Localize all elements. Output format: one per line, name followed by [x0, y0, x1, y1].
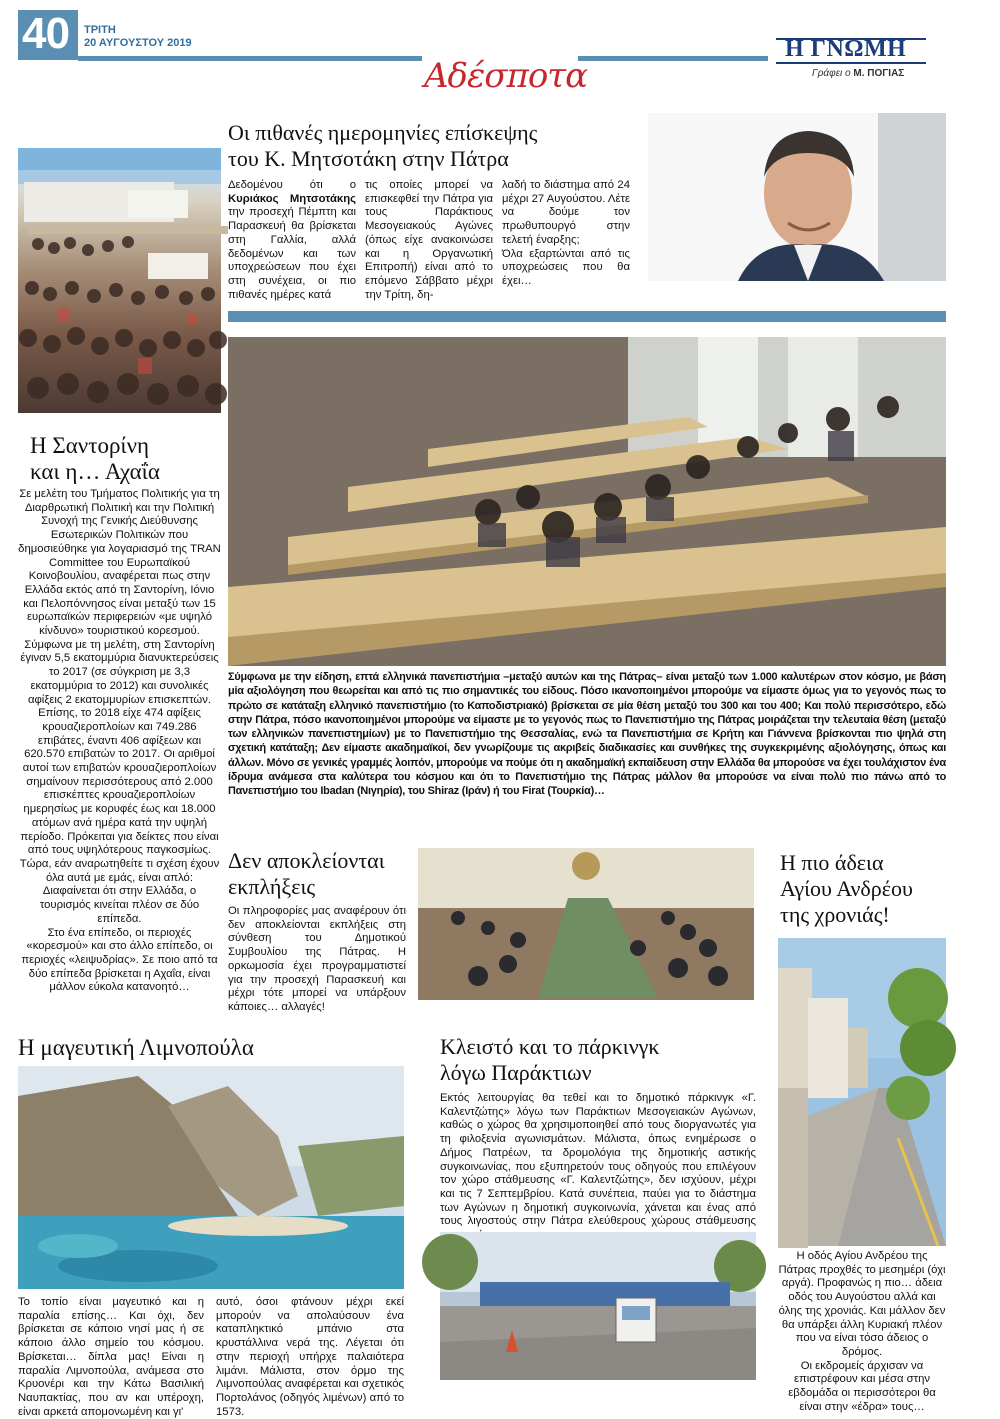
mitsotakis-col-2: τις οποίες μπορεί να επισκεφθεί την Πάτρα για τους Παράκτιους Μεσογειακούς Αγώνες (όπως είχε ανακοινώσει και η Οργανωτική Επιτροπή) είναι από το επόμενο Σάββατο μέχρι την Τρίτη, δη- — [365, 179, 493, 301]
mitsotakis-col-3a: λαδή το διάστημα από 24 μέχρι 27 Αυγούστου. Λέτε να δούμε τον πρωθυπουργό στην τελετή έναρξης; — [502, 179, 630, 246]
council-title-1: Δεν αποκλείονται — [228, 848, 385, 873]
university-photo — [228, 337, 946, 666]
header-rule-right — [578, 56, 768, 61]
agiou-body — [778, 1250, 946, 1414]
parking-photo — [440, 1232, 756, 1380]
mitsotakis-col-3b: Όλα εξαρτώνται από τις υποχρεώσεις που θα έχει… — [502, 247, 630, 287]
santorini-body-1: Σε μελέτη του Τμήματος Πολιτικής για τη Διαρθρωτική Πολιτική και την Πολιτική Συνοχή της Γενικής Διεύθυνσης Εσωτερικών Πολιτικών που δημοσιεύθηκε για λογαριασμό της TRAN Committee του Ευρωπαϊκού Κοινοβουλίου, αναφέρεται πως στην Ελλάδα εκτός από τη Σαντορίνη, Ιόνιο και Πελοπόννησος είναι μεταξύ των 15 ευρωπαϊκών περιφερειών «με υψηλό κίνδυνο» τουριστικού κορεσμού. Σύμφωνα με τη μελέτη, στη Σαντορίνη έγιναν 5,5 εκατομμύρια διανυκτερεύσεις το 2017 (σε σύγκριση με 3,3 εκατομμύρια το 2012) και συνολικές αφίξεις 2 εκατομμυρίων επισκεπτών. Επίσης, το 2018 είχε 474 αφίξεις κρουαζιεροπλοίων και 749.286 επιβάτες, έναντι 406 αφίξεων και 620.570 επιβατών το 2017. Οι αριθμοί αυτοί των επιβατών κρουαζιεροπλοίων σημαίνουν περισσότερους από 2.000 επισκέπτες κρουαζιεροπλοίων ημερησίως με κορυφές έως και 18.000 ατόμων ανά ημέρα κατά την υψηλή περίοδο. Πρόκειται για δείκτες που είναι από τους υψηλότερους παγκοσμίως. Τώρα, εάν αναρωτηθείτε τι σχέση έχουν όλα αυτά με εμάς, είναι απλό: Διαφαίνεται ότι στην Ελλάδα, ο τουρισμός κινείται πλέον σε δύο επίπεδα. — [18, 488, 221, 925]
mitsotakis-title-1: Οι πιθανές ημερομηνίες επίσκεψης — [228, 120, 538, 145]
issue-date: 20 ΑΥΓΟΥΣΤΟΥ 2019 — [84, 37, 192, 49]
author-prefix: Γράφει ο — [812, 68, 851, 79]
author-name: Μ. ΠΟΓΙΑΣ — [853, 68, 905, 79]
council-title-2: εκπλήξεις — [228, 874, 316, 899]
agiou-body-1: Η οδός Αγίου Ανδρέου της Πάτρας προχθές το μεσημέρι (όχι αργά). Προφανώς η πιο… άδεια οδός του Αυγούστου αλλά και όλης της χρονιάς. Και μάλλον δεν θα υπάρξει άλλη Κυριακή πλέον που να είναι τόσο άδειος ο δρόμος. — [778, 1250, 946, 1358]
mitsotakis-col-1 — [228, 179, 356, 302]
council-photo — [418, 848, 754, 1000]
limnopoula-col-1: Το τοπίο είναι μαγευτικό και η παραλία επίσης… Και όχι, δεν βρίσκεται σε κάποιο νησί μας ή σε κάποιο άλλο σημείο του κόσμου. Βρίσκεται… δίπλα μας! Είναι η παραλία Λιμνοπούλα, ανάμεσα στο Κρυονέρι και την Κάτω Βασιλική Ναυπακτίας, που αν και υπέροχη, είναι αρκετά απομονωμένη και γι' — [18, 1296, 204, 1418]
parking-title-1: Κλειστό και το πάρκινγκ — [440, 1034, 660, 1059]
section-title: Αδέσποτα — [424, 56, 588, 96]
agiou-title-2: Αγίου Ανδρέου — [780, 876, 913, 901]
agiou-body-2: Οι εκδρομείς άρχισαν να επιστρέφουν και μέσα στην εβδομάδα οι περισσότεροι θα είναι στην «έδρα» τους… — [788, 1359, 936, 1413]
limnopoula-col-2: αυτό, όσοι φτάνουν μέχρι εκεί μπορούν να απολαύσουν ένα καταπληκτικό μπάνιο στα κρυστάλλινα νερά της. Λέγεται ότι στην περιοχή υπήρχε παλαιότερα λιμάνι. Μάλιστα, στον όρμο της Λιμνοπούλας αναφέρεται και σχετικός Πορτολάνος (οδηγός λιμένων) από το 1573. — [216, 1296, 404, 1418]
mitsotakis-col-1-rest: την προσεχή Πέμπτη και Παρασκευή θα βρίσκεται στη Γαλλία, αλλά δεδομένων και των υποχρεώσεων που έχει στη συνέχεια, οι πιο πιθανές ημέρες κατά — [228, 206, 356, 301]
limnopoula-photo — [18, 1066, 404, 1289]
santorini-body-2: Στο ένα επίπεδο, οι περιοχές «κορεσμού» και στο άλλο επίπεδο, οι περιοχές «λειψυδρίας». Σε ποιο από τα δύο επίπεδα βρίσκεται η Αχαΐα, είναι μάλλον εύκολα κατανοητό… — [21, 926, 218, 994]
limnopoula-title: Η μαγευτική Λιμνοπούλα — [18, 1035, 254, 1060]
agiou-title-3: της χρονιάς! — [780, 902, 890, 927]
santorini-title-2: και η… Αχαΐα — [30, 459, 160, 484]
council-body: Οι πληροφορίες μας αναφέρουν ότι δεν αποκλείονται εκπλήξεις στη σύνθεση του Δημοτικού Συμβουλίου της Πάτρας. Η ορκωμοσία έχει προγραμματιστεί για την προσεχή Παρασκευή και μέχρι τότε μπορεί να υπάρξουν κάποιες… αλλαγές! — [228, 905, 406, 1013]
mitsotakis-name: Κυριάκος Μητσοτάκης — [228, 192, 356, 205]
agiou-photo — [778, 938, 946, 1246]
agiou-title-1: Η πιο άδεια — [780, 850, 884, 875]
university-caption: Σύμφωνα με την είδηση, επτά ελληνικά πανεπιστήμια –μεταξύ αυτών και της Πάτρας– είναι μεταξύ των 1.000 καλυτέρων στον κόσμο, με βάση μία αξιολόγηση που θεωρείται και από τις πιο σημαντικές του είδους. Πόσο ικανοποιημένοι μπορούμε να είμαστε όμως για το γεγονός πως το πρώτο σε κατάταξη ελληνικό πανεπιστήμιο (το Καποδιστριακό) βρίσκεται σε μία θέση μεταξύ του 300 και του 400; Και πολύ περισσότερο, εδώ στην Πάτρα, πόσο ικανοποιημένοι μπορούμε να είμαστε με το γεγονός πως το Πανεπιστήμιο της Πάτρας μοιράζεται την τελευταία θέση (μεταξύ των ελληνικών πανεπιστημίων) με το Πανεπιστήμιο της Θεσσαλίας, ενώ τα Πανεπιστήμια σε Κρήτη και Γιάννενα βρίσκονται πιο ψηλά στη σχετική κατάταξη; Δεν είμαστε ακαδημαϊκοί, δεν γνωρίζουμε τις ακριβείς διαδικασίες και συνθήκες της συγκεκριμένης αξιολόγησης, όπως και άλλων. Μόνο σε γενικές γραμμές λοιπόν, μπορούμε να πούμε ότι η ακαδημαϊκή εκπαίδευση στην Ελλάδα θα μπορούσε να έχει τουλάχιστον ένα ίδρυμα ανάμεσα στα καλύτερα του κόσμου και ότι το Πανεπιστήμιο της Πάτρας μάλλον θα μπορούσε να είναι πολύ πιο πάνω από το Πανεπιστήμιο του Ibadan (Νιγηρία), του Shiraz (Ιράν) ή του Firat (Τουρκία)… — [228, 671, 946, 798]
mitsotakis-title-2: του Κ. Μητσοτάκη στην Πάτρα — [228, 146, 509, 171]
mitsotakis-photo — [648, 113, 946, 281]
santorini-body — [18, 488, 221, 995]
parking-body: Εκτός λειτουργίας θα τεθεί και το δημοτικό πάρκινγκ «Γ. Καλεντζώτης» λόγω των Παράκτιων Μεσογειακών Αγώνων, καθώς ο χώρος θα χρησιμοποιηθεί από τους διοργανωτές για τη φιλοξενία αγωνισμάτων. Μάλιστα, όπως ενημέρωσε ο Δήμος Πατρέων, τα δρομολόγια της δημοτικής αστικής συγκοινωνίας, που εξυπηρετούν τους οδηγούς που επιλέγουν τον χώρο στάθμευσης «Γ. Καλεντζώτης», δεν ισχύουν, μέχρι και τις 7 Σεπτεμβρίου. Κατά συνέπεια, παύει για το διάστημα των Αγώνων η δημοτική συγκοινωνία, χάνεται και ένας από τους λιγοστούς στην Πάτρα ελεύθερους χώρους στάθμευσης — [440, 1092, 756, 1228]
issue-day: ΤΡΙΤΗ — [84, 24, 116, 36]
santorini-title-1: Η Σαντορίνη — [30, 433, 150, 458]
section-divider — [228, 311, 946, 322]
author-line — [812, 68, 904, 79]
parking-title-2: λόγω Παράκτιων — [440, 1060, 592, 1085]
mitsotakis-lead: Δεδομένου ότι ο — [228, 179, 356, 191]
mitsotakis-col-3 — [502, 179, 630, 289]
newspaper-logo: Η ΓΝΩΜΗ — [785, 36, 907, 62]
santorini-photo — [18, 148, 221, 413]
page-number: 40 — [22, 9, 70, 58]
header-rule — [78, 56, 422, 61]
